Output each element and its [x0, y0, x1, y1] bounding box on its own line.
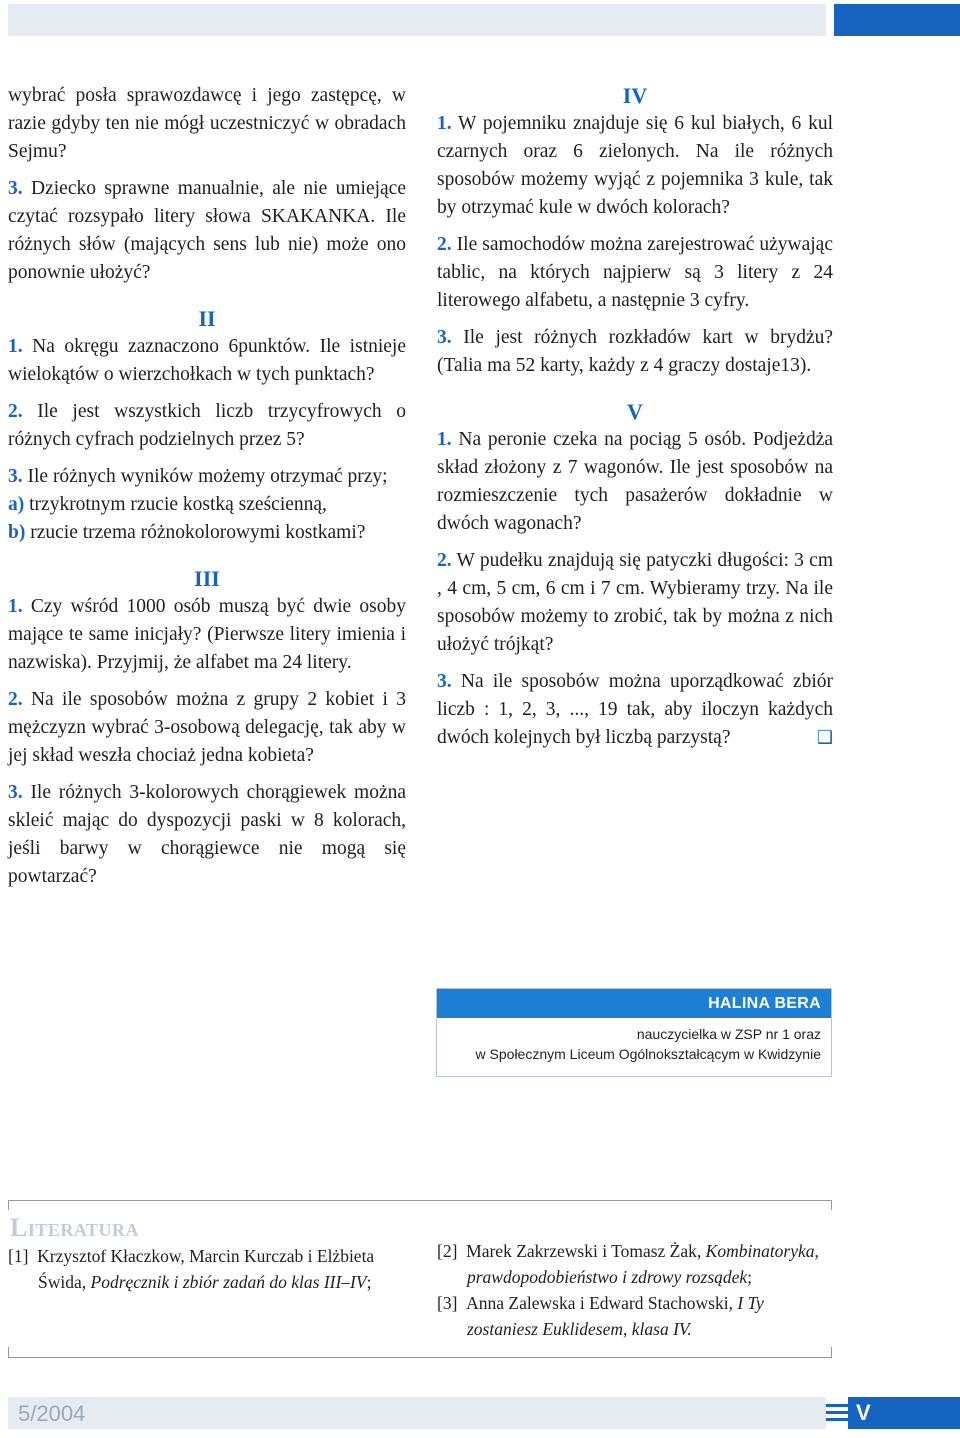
problem-number: 1.	[437, 429, 452, 450]
author-affiliation-line: nauczycielka w ZSP nr 1 oraz	[636, 1026, 821, 1042]
subproblem-label: b)	[8, 522, 26, 543]
problem-text: Ile jest różnych rozkładów kart w brydżu? (Talia ma 52 karty, każdy z 4 graczy dostaje13).	[437, 327, 833, 376]
reference-authors: Krzysztof Kłaczkow, Marcin Kurczab i Elżbieta Świda,	[37, 1246, 375, 1292]
issue-number: 5/2004	[18, 1401, 86, 1426]
reference-punctuation: ,	[623, 1319, 628, 1339]
end-of-article-icon: ❑	[816, 727, 833, 748]
paragraph-continuation	[8, 82, 406, 166]
literature-heading	[10, 1213, 139, 1243]
problem-v-1	[437, 426, 833, 538]
subproblem-text: trzykrotnym rzucie kostką sześcienną,	[29, 494, 327, 515]
reference-punctuation: ;	[747, 1267, 753, 1287]
problem-text: Ile różnych 3-kolorowych chorągiewek można skleić mając do dyspozycji paski w 8 kolorach, jeśli barwy w chorągiewce nie mogą się powtarzać?	[8, 782, 407, 887]
header-accent-block	[834, 4, 960, 36]
reference-label: [3]	[437, 1293, 458, 1313]
problem-text: Czy wśród 1000 osób muszą być dwie osoby mające te same inicjały? (Pierwsze litery imienia i nazwiska). Przyjmij, że alfabet ma 24 litery.	[8, 596, 406, 673]
problem-number: 3.	[8, 178, 23, 199]
problem-number: 2.	[437, 550, 452, 571]
paragraph-text: wybrać posła sprawozdawcę i jego zastępcę, w razie gdyby ten nie mógł uczestniczyć w obradach Sejmu?	[8, 85, 406, 162]
footer-stripe	[826, 1418, 848, 1421]
reference-title: Podręcznik i zbiór zadań do klas III–IV	[90, 1272, 367, 1292]
problem-number: 1.	[8, 336, 23, 357]
problem-text: Na ile sposobów można z grupy 2 kobiet i 3 mężczyzn wybrać 3-osobową delegację, tak aby w jej skład weszła chociaż jedna kobieta?	[8, 689, 407, 766]
reference-item	[437, 1238, 835, 1290]
problem-number: 3.	[437, 671, 452, 692]
left-column	[8, 82, 406, 900]
section-heading-v: V	[627, 399, 643, 424]
references-right	[437, 1238, 835, 1342]
references-left	[8, 1243, 408, 1295]
problem-ii-1	[8, 333, 406, 389]
problem-iii-2	[8, 686, 406, 770]
literature-corner-tick	[8, 1347, 9, 1357]
problem-i-3	[8, 175, 406, 287]
problem-text: W pudełku znajdują się patyczki długości: 3 cm , 4 cm, 5 cm, 6 cm i 7 cm. Wybieramy trzy. Na ile sposobów możemy to zrobić, tak by można z nich ułożyć trójkąt?	[437, 550, 833, 655]
problem-number: 1.	[437, 113, 452, 134]
author-box	[436, 988, 832, 1077]
literature-corner-tick	[831, 1347, 832, 1357]
literature-heading-rest: ITERATURA	[27, 1220, 140, 1240]
problem-text: Ile różnych wyników możemy otrzymać przy;	[27, 466, 388, 487]
reference-label: [1]	[8, 1246, 29, 1266]
author-affiliation-line: w Społecznym Liceum Ogólnokształcącym w Kwidzynie	[475, 1046, 821, 1062]
problem-text: Na ile sposobów można uporządkować zbiór liczb : 1, 2, 3, ..., 19 tak, aby iloczyn każdych dwóch kolejnych był liczbą parzystą?	[437, 671, 833, 748]
footer-stripe	[826, 1411, 848, 1414]
problem-number: 2.	[8, 689, 23, 710]
problem-iv-1	[437, 110, 833, 222]
footer-bar	[8, 1397, 826, 1429]
problem-v-2	[437, 547, 833, 659]
reference-label: [2]	[437, 1241, 458, 1261]
literature-corner-tick	[8, 1200, 9, 1210]
section-heading-ii: II	[198, 306, 216, 331]
reference-item	[8, 1243, 408, 1295]
problem-text: Na peronie czeka na pociąg 5 osób. Podjeżdża skład złożony z 7 wagonów. Ile jest sposobów na rozmieszczenie tych pasażerów dokładnie w dwóch wagonach?	[437, 429, 834, 534]
problem-iii-3	[8, 779, 406, 891]
literature-top-rule	[8, 1200, 832, 1201]
problem-number: 2.	[437, 234, 452, 255]
problem-number: 3.	[8, 782, 23, 803]
literature-bottom-rule	[8, 1357, 832, 1358]
reference-authors: Anna Zalewska i Edward Stachowski,	[466, 1293, 733, 1313]
literature-heading-initial: L	[10, 1213, 28, 1242]
footer-accent	[826, 1397, 960, 1429]
section-heading-iii: III	[194, 566, 220, 591]
reference-title: I Ty zostaniesz Euklidesem	[467, 1293, 764, 1339]
reference-punctuation: ;	[366, 1272, 372, 1292]
problem-text: Na okręgu zaznaczono 6punktów. Ile istnieje wielokątów o wierzchołkach w tych punktach?	[8, 336, 407, 385]
right-column	[437, 82, 833, 761]
problem-ii-3b	[8, 519, 406, 547]
author-name: HALINA BERA	[437, 989, 831, 1018]
literature-corner-tick	[831, 1200, 832, 1210]
problem-ii-3a	[8, 491, 406, 519]
problem-number: 2.	[8, 401, 23, 422]
problem-number: 3.	[437, 327, 452, 348]
footer-stripe	[826, 1404, 848, 1407]
problem-ii-3	[8, 463, 406, 491]
problem-number: 1.	[8, 596, 23, 617]
problem-iv-3	[437, 324, 833, 380]
footer-section-label: V	[856, 1400, 871, 1425]
reference-authors: Marek Zakrzewski i Tomasz Żak,	[466, 1241, 702, 1261]
reference-title: klasa IV.	[631, 1319, 692, 1339]
header-bar	[8, 4, 826, 36]
problem-iii-1	[8, 593, 406, 677]
problem-text: Dziecko sprawne manualnie, ale nie umiejące czytać rozsypało litery słowa SKAKANKA. Ile różnych słów (mających sens lub nie) może ono ponownie ułożyć?	[8, 178, 406, 283]
problem-number: 3.	[8, 466, 23, 487]
subproblem-label: a)	[8, 494, 25, 515]
problem-v-3	[437, 668, 833, 752]
reference-title: Kombinatoryka, prawdopodobieństwo i zdrowy rozsądek	[467, 1241, 819, 1287]
problem-iv-2	[437, 231, 833, 315]
reference-item	[437, 1290, 835, 1342]
problem-text: W pojemniku znajduje się 6 kul białych, 6 kul czarnych oraz 6 zielonych. Na ile różnych sposobów możemy wyjąć z pojemnika 3 kule, tak by otrzymać kule w dwóch kolorach?	[437, 113, 833, 218]
problem-ii-2	[8, 398, 406, 454]
subproblem-text: rzucie trzema różnokolorowymi kostkami?	[30, 522, 366, 543]
problem-text: Ile samochodów można zarejestrować używając tablic, na których najpierw są 3 litery z 24 literowego alfabetu, a następnie 3 cyfry.	[437, 234, 833, 311]
section-heading-iv: IV	[622, 83, 648, 108]
problem-text: Ile jest wszystkich liczb trzycyfrowych o różnych cyfrach podzielnych przez 5?	[8, 401, 406, 450]
